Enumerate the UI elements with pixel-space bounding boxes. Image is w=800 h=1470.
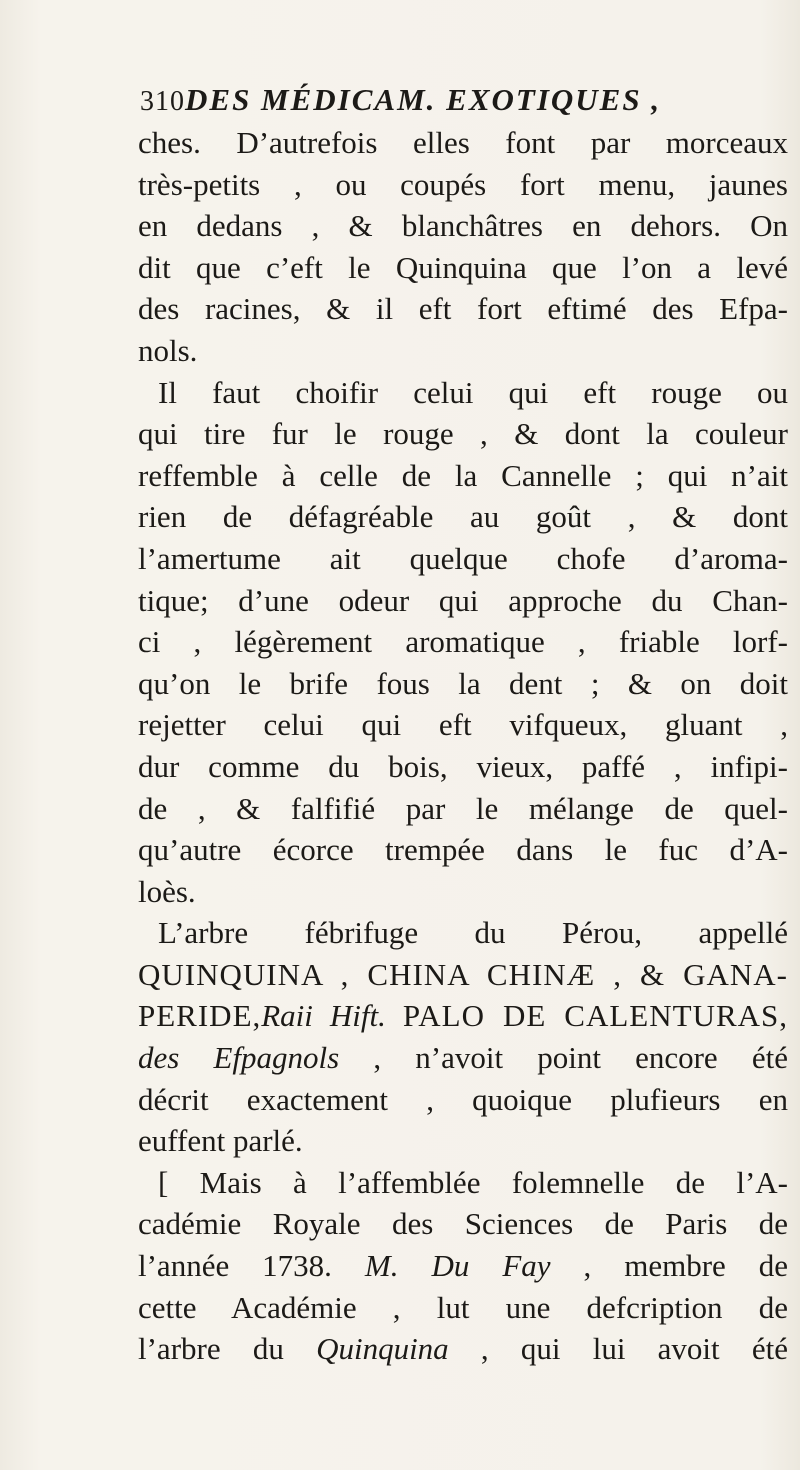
text-line: en dedans , & blanchâtres en dehors. On xyxy=(138,208,788,244)
text-line: cadémie Royale des Sciences de Paris de xyxy=(138,1206,788,1242)
paragraph-start-line: Il faut choifir celui qui eft rouge ou xyxy=(158,374,788,410)
italic-citation: Raii Hift. xyxy=(261,998,386,1034)
small-caps-word: PERIDE, xyxy=(138,998,262,1034)
italic-name: M. Du Fay xyxy=(364,1248,551,1284)
text-line: ches. D’autrefois elles font par morceaux xyxy=(138,125,788,160)
text-line-mixed xyxy=(138,1245,788,1287)
text-line: tique; d’une odeur qui approche du Chan- xyxy=(138,582,788,618)
running-head: DES MÉDICAM. EXOTIQUES , xyxy=(185,82,662,117)
text-line: ci , légèrement aromatique , friable lorf- xyxy=(138,624,788,660)
text-line-mixed xyxy=(138,1037,788,1079)
paragraph-start-line: [ Mais à l’affemblée folemnelle de l’A- xyxy=(158,1164,788,1200)
text-line: loès. xyxy=(138,873,196,909)
text-line: qu’on le brife fous la dent ; & on doit xyxy=(138,665,788,701)
text-line-mixed xyxy=(138,995,788,1037)
text-line: rejetter celui qui eft vifqueux, gluant , xyxy=(138,707,788,743)
text-line: dit que c’eft le Quinquina que l’on a levé xyxy=(138,249,788,285)
text-line-mixed xyxy=(138,1328,788,1370)
text-line: dur comme du bois, vieux, paffé , infipi- xyxy=(138,748,788,784)
text-run: , qui lui avoit été xyxy=(448,1331,788,1367)
italic-phrase: des Efpagnols xyxy=(138,1040,340,1076)
text-line: qu’autre écorce trempée dans le fuc d’A- xyxy=(138,832,788,868)
text-run: l’arbre du xyxy=(138,1331,284,1367)
page-header xyxy=(140,78,780,122)
text-run: , n’avoit point encore été xyxy=(339,1040,788,1076)
text-line: rien de défagréable au goût , & dont xyxy=(138,499,788,535)
text-line: euffent parlé. xyxy=(138,1123,303,1159)
paragraph-start-line: L’arbre fébrifuge du Pérou, appellé xyxy=(158,915,788,951)
text-line: de , & falfifié par le mélange de quel- xyxy=(138,790,788,826)
text-line: très-petits , ou coupés fort menu, jaunes xyxy=(138,166,788,202)
text-line-small-caps: QUINQUINA , CHINA CHINÆ , & GANA- xyxy=(138,956,788,992)
body-text xyxy=(138,122,788,1370)
text-line: qui tire fur le rouge , & dont la couleur xyxy=(138,416,788,452)
text-line: nols. xyxy=(138,332,198,368)
text-line: cette Académie , lut une defcription de xyxy=(138,1289,788,1325)
text-run: l’année 1738. xyxy=(138,1248,332,1284)
italic-term: Quinquina xyxy=(316,1331,449,1367)
small-caps-phrase: PALO DE CALENTURAS, xyxy=(402,998,789,1034)
page-number: 310 xyxy=(140,86,185,117)
text-run: , membre de xyxy=(550,1248,789,1284)
text-line: reffemble à celle de la Cannelle ; qui n’ait xyxy=(138,457,788,493)
text-line: l’amertume ait quelque chofe d’aroma- xyxy=(138,540,788,576)
text-line: des racines, & il eft fort eftimé des Efpa- xyxy=(138,291,788,327)
text-line: décrit exactement , quoique plufieurs en xyxy=(138,1081,788,1117)
